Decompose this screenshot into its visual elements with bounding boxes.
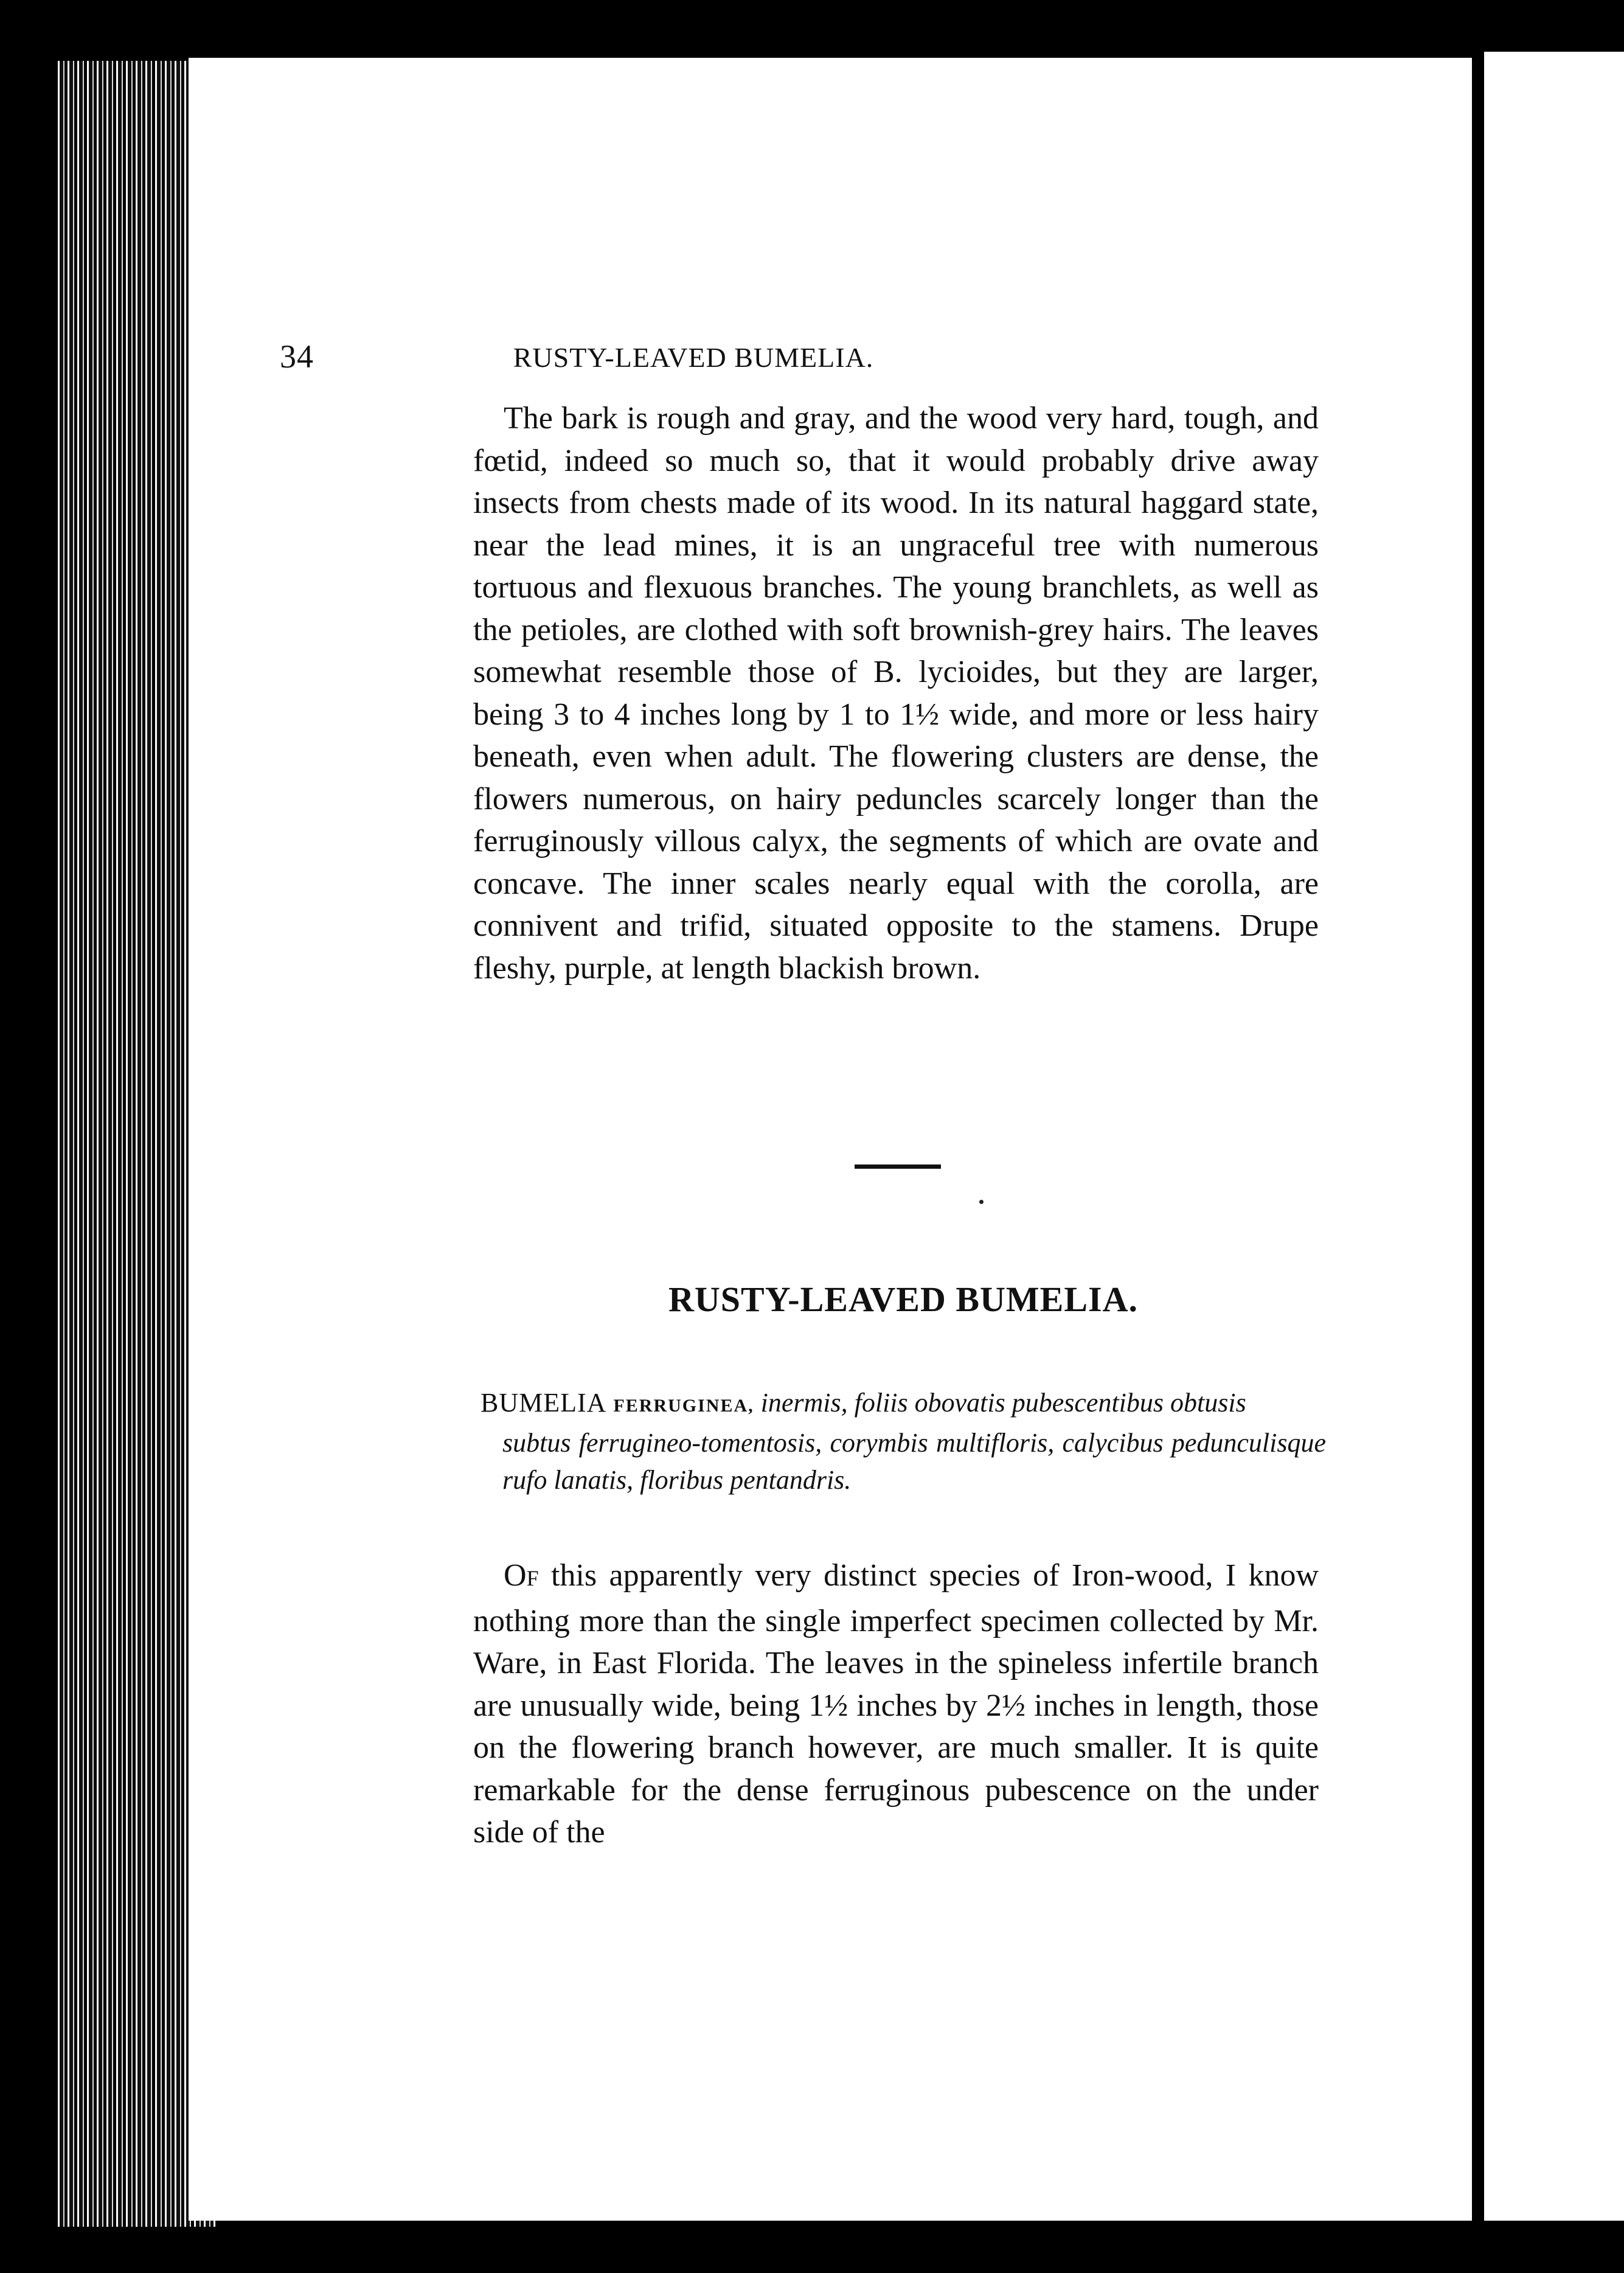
running-header	[280, 338, 1107, 386]
species-epithet: FERRUGINEA,	[613, 1396, 754, 1416]
paragraph-2	[473, 1554, 1319, 1854]
section-divider-rule	[855, 1164, 941, 1169]
species-diagnosis-line1: inermis, foliis obovatis pubescentibus obtusis	[760, 1388, 1246, 1418]
species-diagnosis-rest: subtus ferrugineo-tomentosis, corymbis multifloris, calycibus pedunculisque rufo lanatis, floribus pentandris.	[502, 1428, 1326, 1495]
running-title: RUSTY-LEAVED BUMELIA.	[513, 342, 874, 373]
species-description	[481, 1384, 1326, 1499]
dropcap-letter: O	[504, 1558, 527, 1593]
body-paragraph-1	[473, 397, 1319, 989]
page-number: 34	[280, 338, 314, 375]
species-genus: BUMELIA	[481, 1388, 607, 1418]
page-gutter	[1472, 52, 1484, 2221]
facing-page-edge	[1484, 52, 1624, 2221]
paragraph-2-text: this apparently very distinct species of Iron-wood, I know nothing more than the single imperfect specimen collected by Mr. Ware, in East Florida. The leaves in the spineless infertile branch are unusually wide, being 1½ inches by 2½ inches in length, those on the flowering branch however, are much smaller. It is quite remarkable for the dense ferruginous pubescence on the under side of the	[473, 1558, 1319, 1850]
smallcap-letter: F	[526, 1566, 539, 1590]
body-paragraph-2	[473, 1554, 1319, 1854]
paragraph-text: The bark is rough and gray, and the wood very hard, tough, and fœtid, indeed so much so, that it would probably drive away insects from chests made of its wood. In its natural haggard state, near the lead mines, it is an ungraceful tree with numerous tortuous and flexuous branches. The young branchlets, as well as the petioles, are clothed with soft brownish-grey hairs. The leaves somewhat resemble those of B. lycioides, but they are larger, being 3 to 4 inches long by 1 to 1½ wide, and more or less hairy beneath, even when adult. The flowering clusters are dense, the flowers numerous, on hairy peduncles scarcely longer than the ferruginously villous calyx, the segments of which are ovate and concave. The inner scales nearly equal with the corolla, are connivent and trifid, situated opposite to the stamens. Drupe fleshy, purple, at length blackish brown.	[473, 401, 1319, 986]
section-title: RUSTY-LEAVED BUMELIA.	[668, 1279, 1138, 1319]
speck	[979, 1200, 984, 1204]
